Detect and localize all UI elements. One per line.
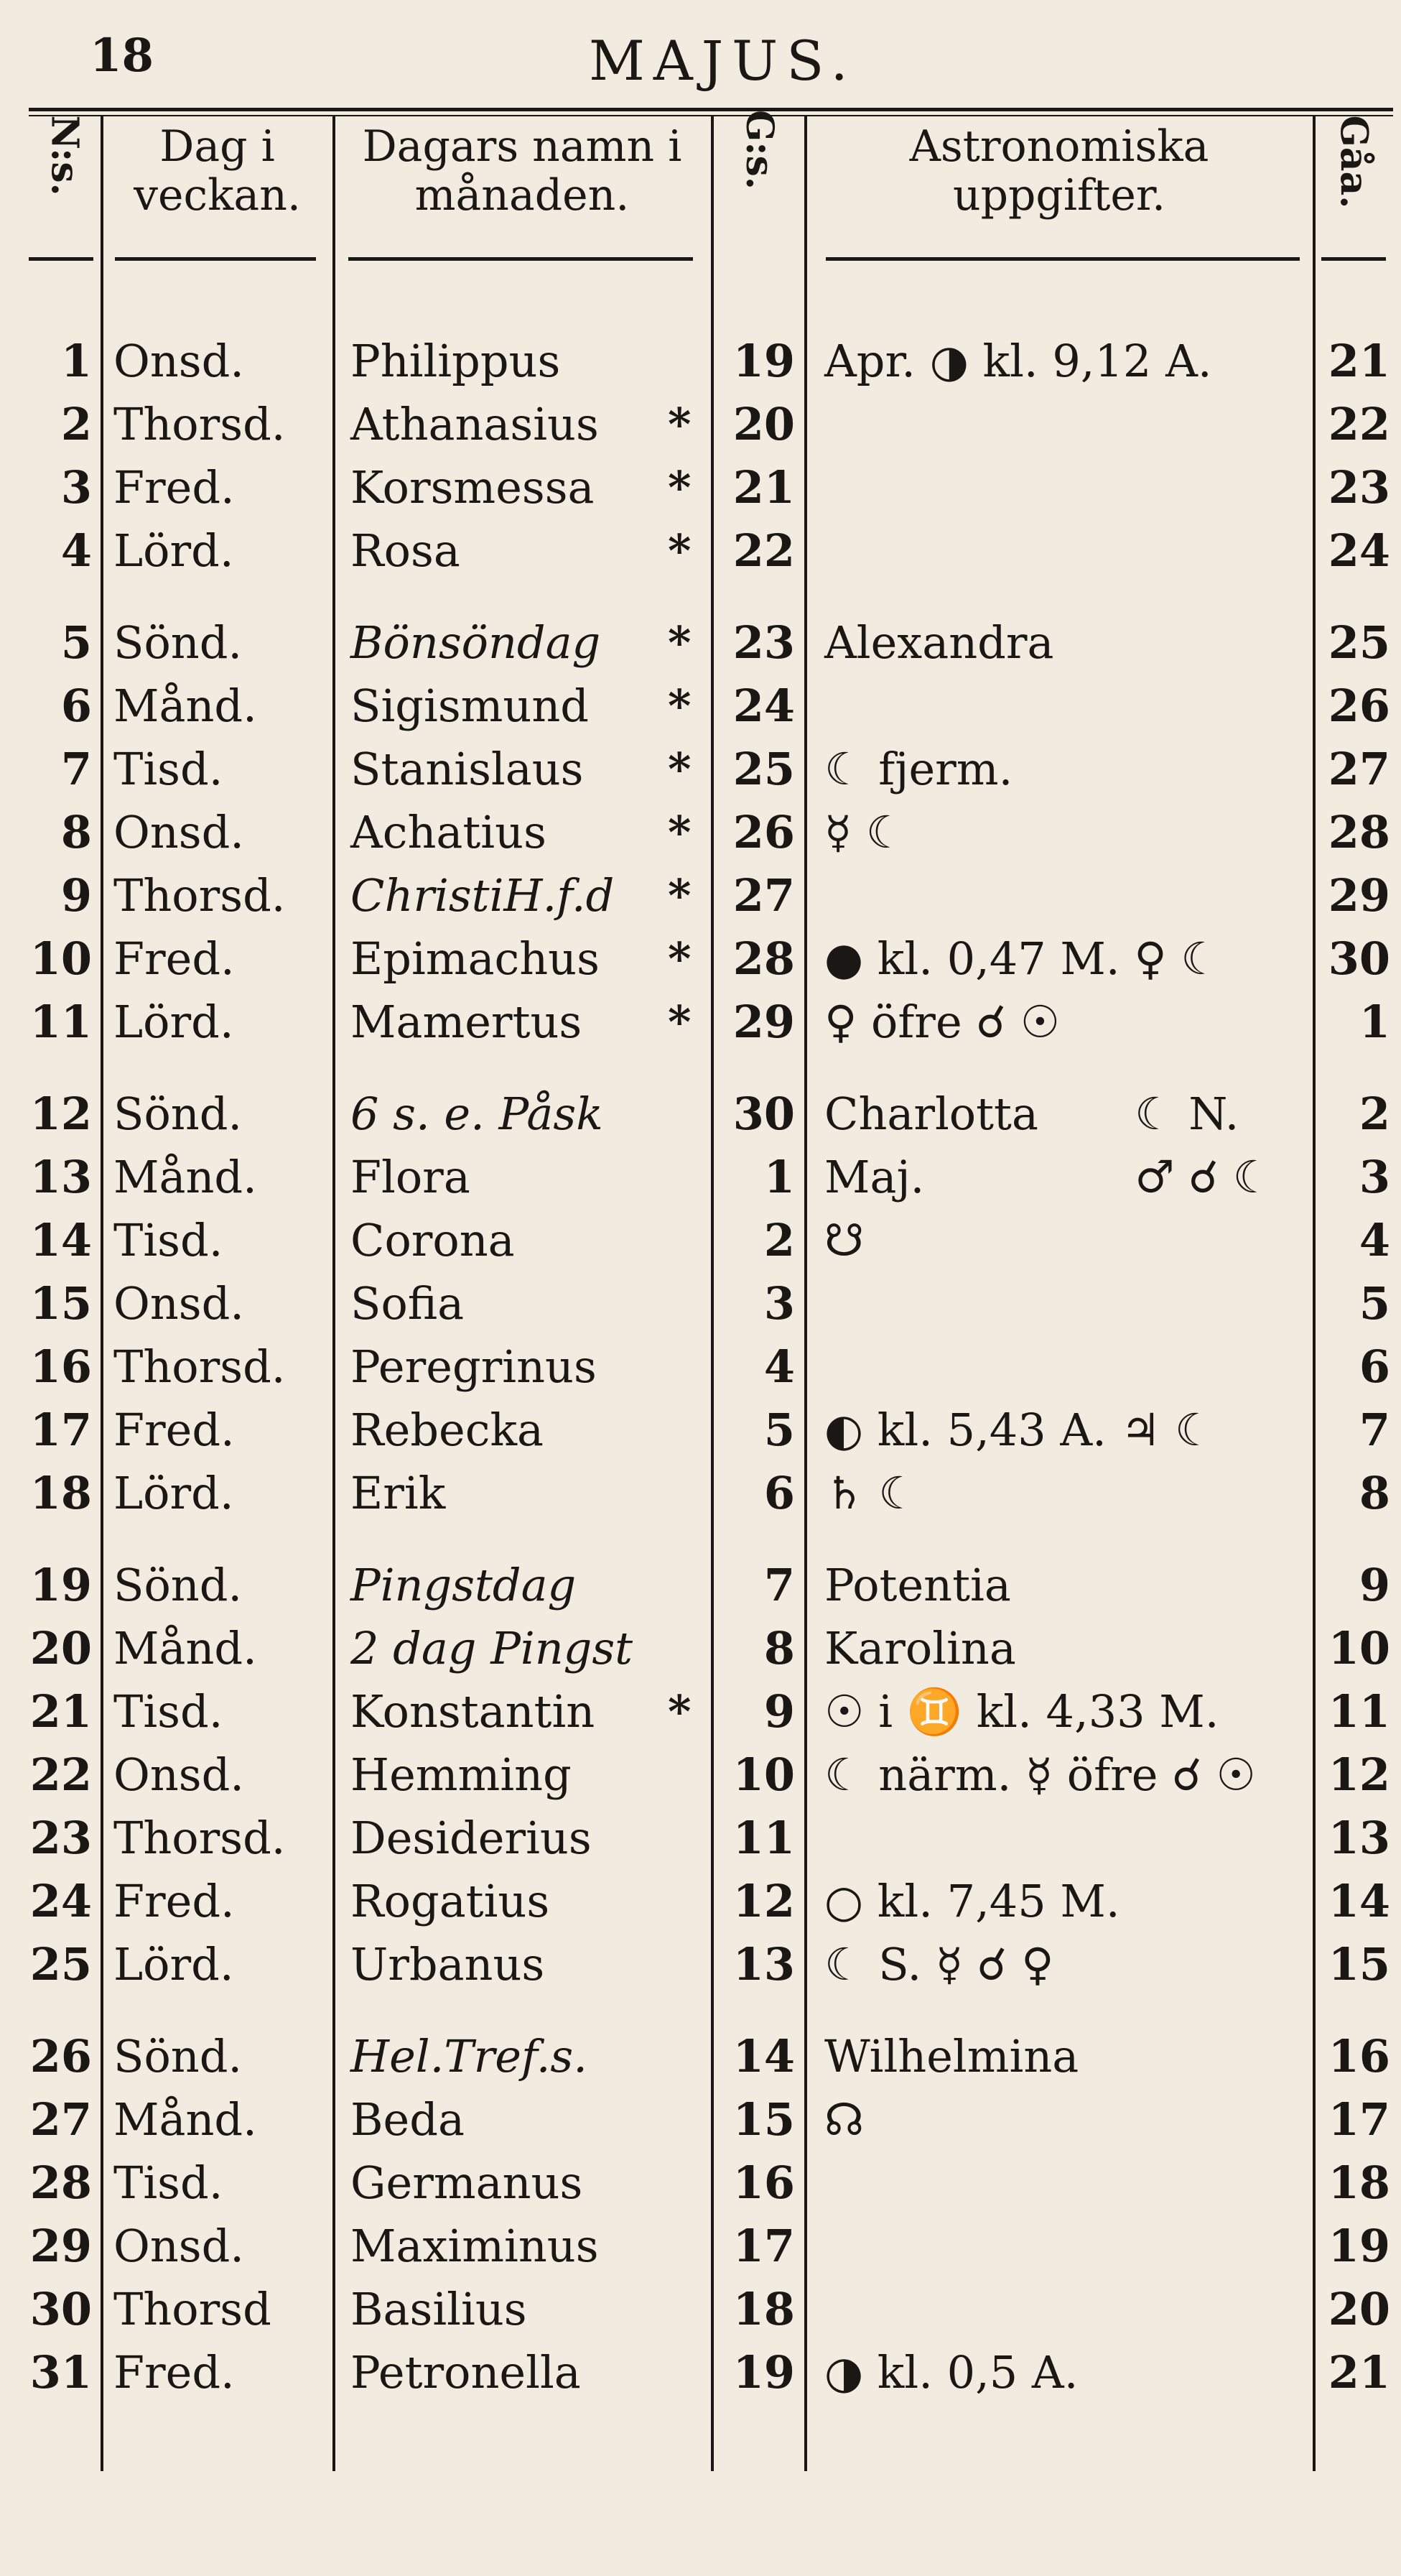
weekday: Fred.: [113, 461, 235, 514]
old-style-date: 16: [732, 2156, 795, 2209]
astronomical-note: Charlotta: [824, 1088, 1038, 1140]
last-column-number: 25: [1328, 616, 1390, 669]
last-column-number: 26: [1328, 680, 1390, 732]
table-row: [0, 457, 1401, 519]
weekday: Sönd.: [113, 2030, 243, 2082]
table-row: [0, 1555, 1401, 1616]
last-column-number: 7: [1359, 1404, 1390, 1456]
holiday-mark: *: [668, 1685, 692, 1738]
header-underline: [348, 257, 693, 261]
day-name: Hemming: [350, 1748, 572, 1801]
weekday: Sönd.: [113, 1559, 243, 1611]
holiday-mark: *: [668, 932, 692, 985]
weekday: Thorsd.: [113, 869, 286, 922]
table-row: [0, 1273, 1401, 1335]
day-number: 11: [29, 996, 92, 1048]
astronomical-note-right: ☾ N.: [1135, 1088, 1239, 1140]
weekday: Månd.: [113, 1622, 257, 1674]
day-number: 9: [60, 869, 92, 922]
day-number: 7: [60, 743, 92, 795]
day-name: Germanus: [350, 2156, 583, 2209]
weekday: Lörd.: [113, 524, 234, 577]
last-column-number: 11: [1328, 1685, 1390, 1738]
old-style-date: 10: [732, 1748, 795, 1801]
weekday: Fred.: [113, 1875, 235, 1927]
table-row: [0, 802, 1401, 863]
last-column-number: 21: [1328, 2346, 1390, 2399]
day-number: 19: [29, 1559, 92, 1611]
table-row: [0, 2026, 1401, 2088]
table-row: [0, 1463, 1401, 1524]
day-name: Basilius: [350, 2283, 527, 2335]
header-num: N:s.: [42, 115, 87, 196]
day-number: 25: [29, 1938, 92, 1991]
day-name: Peregrinus: [350, 1340, 597, 1393]
last-column-number: 4: [1359, 1214, 1390, 1266]
last-column-number: 23: [1328, 461, 1390, 514]
table-row: [0, 1336, 1401, 1398]
old-style-date: 24: [732, 680, 795, 732]
weekday: Thorsd.: [113, 1340, 286, 1393]
day-name: Epimachus: [350, 932, 600, 985]
day-name: Corona: [350, 1214, 515, 1266]
table-row: [0, 928, 1401, 990]
day-name: 2 dag Pingst: [350, 1622, 633, 1674]
weekday: Lörd.: [113, 996, 234, 1048]
day-number: 14: [29, 1214, 92, 1266]
last-column-number: 8: [1359, 1467, 1390, 1519]
old-style-date: 8: [763, 1622, 795, 1674]
holiday-mark: *: [668, 461, 692, 514]
day-name: Mamertus: [350, 996, 582, 1048]
astronomical-note: ● kl. 0,47 M. ♀ ☾: [824, 932, 1221, 985]
astronomical-note: Apr. ◑ kl. 9,12 A.: [824, 335, 1212, 387]
day-name: 6 s. e. Påsk: [350, 1088, 603, 1140]
old-style-date: 21: [732, 461, 795, 514]
weekday: Thorsd.: [113, 1812, 286, 1864]
weekday: Onsd.: [113, 2220, 244, 2272]
day-name: ChristiH.f.d: [350, 869, 615, 922]
day-name: Erik: [350, 1467, 446, 1519]
old-style-date: 4: [763, 1340, 795, 1393]
holiday-mark: *: [668, 806, 692, 858]
table-row: [0, 2279, 1401, 2340]
old-style-date: 22: [732, 524, 795, 577]
table-row: [0, 2152, 1401, 2214]
weekday: Lörd.: [113, 1938, 234, 1991]
day-number: 23: [29, 1812, 92, 1864]
astronomical-note: Wilhelmina: [824, 2030, 1079, 2082]
day-number: 18: [29, 1467, 92, 1519]
old-style-date: 27: [732, 869, 795, 922]
last-column-number: 30: [1328, 932, 1390, 985]
old-style-date: 26: [732, 806, 795, 858]
day-name: Philippus: [350, 335, 561, 387]
day-name: Achatius: [350, 806, 546, 858]
header-julian: G:s.: [737, 110, 781, 190]
astronomical-note: ☉ i ♊ kl. 4,33 M.: [824, 1685, 1219, 1738]
day-number: 28: [29, 2156, 92, 2209]
holiday-mark: *: [668, 869, 692, 922]
table-row: [0, 991, 1401, 1053]
day-number: 30: [29, 2283, 92, 2335]
day-name: Konstantin: [350, 1685, 595, 1738]
old-style-date: 30: [732, 1088, 795, 1140]
weekday: Lörd.: [113, 1467, 234, 1519]
old-style-date: 11: [732, 1812, 795, 1864]
day-name: Bönsöndag: [350, 616, 601, 669]
day-name: Rebecka: [350, 1404, 544, 1456]
last-column-number: 19: [1328, 2220, 1390, 2272]
old-style-date: 25: [732, 743, 795, 795]
day-number: 10: [29, 932, 92, 985]
day-number: 17: [29, 1404, 92, 1456]
day-number: 31: [29, 2346, 92, 2399]
table-row: [0, 520, 1401, 582]
weekday: Fred.: [113, 932, 235, 985]
old-style-date: 19: [732, 2346, 795, 2399]
holiday-mark: *: [668, 398, 692, 450]
table-row: [0, 1807, 1401, 1869]
astronomical-note: ☾ fjerm.: [824, 743, 1013, 795]
old-style-date: 6: [763, 1467, 795, 1519]
weekday: Månd.: [113, 1151, 257, 1203]
last-column-number: 3: [1359, 1151, 1390, 1203]
day-number: 22: [29, 1748, 92, 1801]
astronomical-note: ♄ ☾: [824, 1467, 918, 1519]
weekday: Thorsd: [113, 2283, 271, 2335]
last-column-number: 27: [1328, 743, 1390, 795]
weekday: Tisd.: [113, 1214, 223, 1266]
old-style-date: 3: [763, 1277, 795, 1330]
weekday: Onsd.: [113, 1277, 244, 1330]
day-number: 29: [29, 2220, 92, 2272]
table-row: [0, 330, 1401, 392]
table-row: [0, 865, 1401, 927]
header-name: Dagars namn i månaden.: [362, 121, 682, 221]
astronomical-note: Alexandra: [824, 616, 1054, 669]
day-name: Desiderius: [350, 1812, 592, 1864]
day-name: Hel.Tref.s.: [350, 2030, 587, 2082]
old-style-date: 2: [763, 1214, 795, 1266]
day-number: 4: [60, 524, 92, 577]
astronomical-note: Potentia: [824, 1559, 1011, 1611]
table-row: [0, 1934, 1401, 1996]
day-number: 15: [29, 1277, 92, 1330]
day-number: 13: [29, 1151, 92, 1203]
month-title: MAJUS.: [589, 29, 857, 93]
astronomical-note: ☾ närm. ☿ öfre ☌ ☉: [824, 1748, 1257, 1801]
page-number: 18: [90, 29, 154, 83]
last-column-number: 15: [1328, 1938, 1390, 1991]
day-name: Flora: [350, 1151, 470, 1203]
astronomical-note: ☾ S. ☿ ☌ ♀: [824, 1938, 1054, 1991]
day-name: Urbanus: [350, 1938, 545, 1991]
astronomical-note-right: ♂ ☌ ☾: [1135, 1151, 1273, 1203]
table-row: [0, 2089, 1401, 2151]
last-column-number: 22: [1328, 398, 1390, 450]
day-name: Athanasius: [350, 398, 599, 450]
last-column-number: 1: [1359, 996, 1390, 1048]
day-number: 27: [29, 2093, 92, 2146]
weekday: Tisd.: [113, 743, 223, 795]
old-style-date: 12: [732, 1875, 795, 1927]
day-number: 16: [29, 1340, 92, 1393]
table-row: [0, 1681, 1401, 1743]
table-row: [0, 1618, 1401, 1680]
table-row: [0, 2215, 1401, 2277]
old-style-date: 15: [732, 2093, 795, 2146]
astronomical-note: ◐ kl. 5,43 A. ♃ ☾: [824, 1404, 1215, 1456]
day-number: 12: [29, 1088, 92, 1140]
day-number: 20: [29, 1622, 92, 1674]
old-style-date: 13: [732, 1938, 795, 1991]
last-column-number: 28: [1328, 806, 1390, 858]
last-column-number: 21: [1328, 335, 1390, 387]
last-column-number: 6: [1359, 1340, 1390, 1393]
day-number: 2: [60, 398, 92, 450]
last-column-number: 16: [1328, 2030, 1390, 2082]
weekday: Tisd.: [113, 1685, 223, 1738]
weekday: Sönd.: [113, 616, 243, 669]
last-column-number: 18: [1328, 2156, 1390, 2209]
day-name: Maximinus: [350, 2220, 599, 2272]
weekday: Månd.: [113, 2093, 257, 2146]
old-style-date: 28: [732, 932, 795, 985]
day-name: Petronella: [350, 2346, 581, 2399]
weekday: Fred.: [113, 1404, 235, 1456]
holiday-mark: *: [668, 616, 692, 669]
last-column-number: 13: [1328, 1812, 1390, 1864]
holiday-mark: *: [668, 524, 692, 577]
weekday: Månd.: [113, 680, 257, 732]
table-row: [0, 1399, 1401, 1461]
last-column-number: 12: [1328, 1748, 1390, 1801]
last-column-number: 20: [1328, 2283, 1390, 2335]
astronomical-note: ○ kl. 7,45 M.: [824, 1875, 1120, 1927]
table-row: [0, 1210, 1401, 1271]
header-underline: [826, 257, 1300, 261]
last-column-number: 29: [1328, 869, 1390, 922]
table-row: [0, 1083, 1401, 1145]
day-number: 21: [29, 1685, 92, 1738]
header-last: Gåa.: [1331, 115, 1376, 209]
day-name: Beda: [350, 2093, 465, 2146]
day-number: 6: [60, 680, 92, 732]
table-row: [0, 394, 1401, 455]
top-rule: [29, 108, 1393, 111]
astronomical-note: ♀ öfre ☌ ☉: [824, 996, 1061, 1048]
holiday-mark: *: [668, 680, 692, 732]
day-name: Korsmessa: [350, 461, 595, 514]
day-name: Rogatius: [350, 1875, 550, 1927]
day-number: 1: [60, 335, 92, 387]
header-underline: [1321, 257, 1386, 261]
weekday: Fred.: [113, 2346, 235, 2399]
last-column-number: 9: [1359, 1559, 1390, 1611]
day-name: Pingstdag: [350, 1559, 577, 1611]
old-style-date: 23: [732, 616, 795, 669]
day-number: 8: [60, 806, 92, 858]
last-column-number: 17: [1328, 2093, 1390, 2146]
old-style-date: 18: [732, 2283, 795, 2335]
table-row: [0, 1744, 1401, 1806]
holiday-mark: *: [668, 743, 692, 795]
old-style-date: 19: [732, 335, 795, 387]
old-style-date: 14: [732, 2030, 795, 2082]
header-underline: [115, 257, 316, 261]
table-row: [0, 2342, 1401, 2404]
day-name: Sofia: [350, 1277, 465, 1330]
day-number: 3: [60, 461, 92, 514]
table-row: [0, 675, 1401, 737]
old-style-date: 1: [763, 1151, 795, 1203]
last-column-number: 24: [1328, 524, 1390, 577]
table-row: [0, 738, 1401, 800]
header-underline: [29, 257, 93, 261]
table-row: [0, 1146, 1401, 1208]
last-column-number: 14: [1328, 1875, 1390, 1927]
weekday: Tisd.: [113, 2156, 223, 2209]
last-column-number: 10: [1328, 1622, 1390, 1674]
last-column-number: 2: [1359, 1088, 1390, 1140]
astronomical-note: ☋: [824, 1214, 865, 1266]
weekday: Onsd.: [113, 1748, 244, 1801]
header-astro: Astronomiska uppgifter.: [909, 121, 1209, 221]
old-style-date: 9: [763, 1685, 795, 1738]
header-day: Dag i veckan.: [134, 121, 301, 221]
last-column-number: 5: [1359, 1277, 1390, 1330]
old-style-date: 17: [732, 2220, 795, 2272]
day-number: 24: [29, 1875, 92, 1927]
weekday: Onsd.: [113, 806, 244, 858]
old-style-date: 7: [763, 1559, 795, 1611]
day-name: Rosa: [350, 524, 460, 577]
day-number: 26: [29, 2030, 92, 2082]
day-name: Sigismund: [350, 680, 589, 732]
weekday: Onsd.: [113, 335, 244, 387]
day-number: 5: [60, 616, 92, 669]
old-style-date: 20: [732, 398, 795, 450]
astronomical-note: Karolina: [824, 1622, 1016, 1674]
table-row: [0, 1871, 1401, 1932]
weekday: Sönd.: [113, 1088, 243, 1140]
holiday-mark: *: [668, 996, 692, 1048]
old-style-date: 5: [763, 1404, 795, 1456]
table-row: [0, 612, 1401, 674]
day-name: Stanislaus: [350, 743, 584, 795]
astronomical-note: ☊: [824, 2093, 865, 2146]
astronomical-note: ☿ ☾: [824, 806, 906, 858]
astronomical-note: Maj.: [824, 1151, 925, 1203]
weekday: Thorsd.: [113, 398, 286, 450]
old-style-date: 29: [732, 996, 795, 1048]
astronomical-note: ◑ kl. 0,5 A.: [824, 2346, 1079, 2399]
